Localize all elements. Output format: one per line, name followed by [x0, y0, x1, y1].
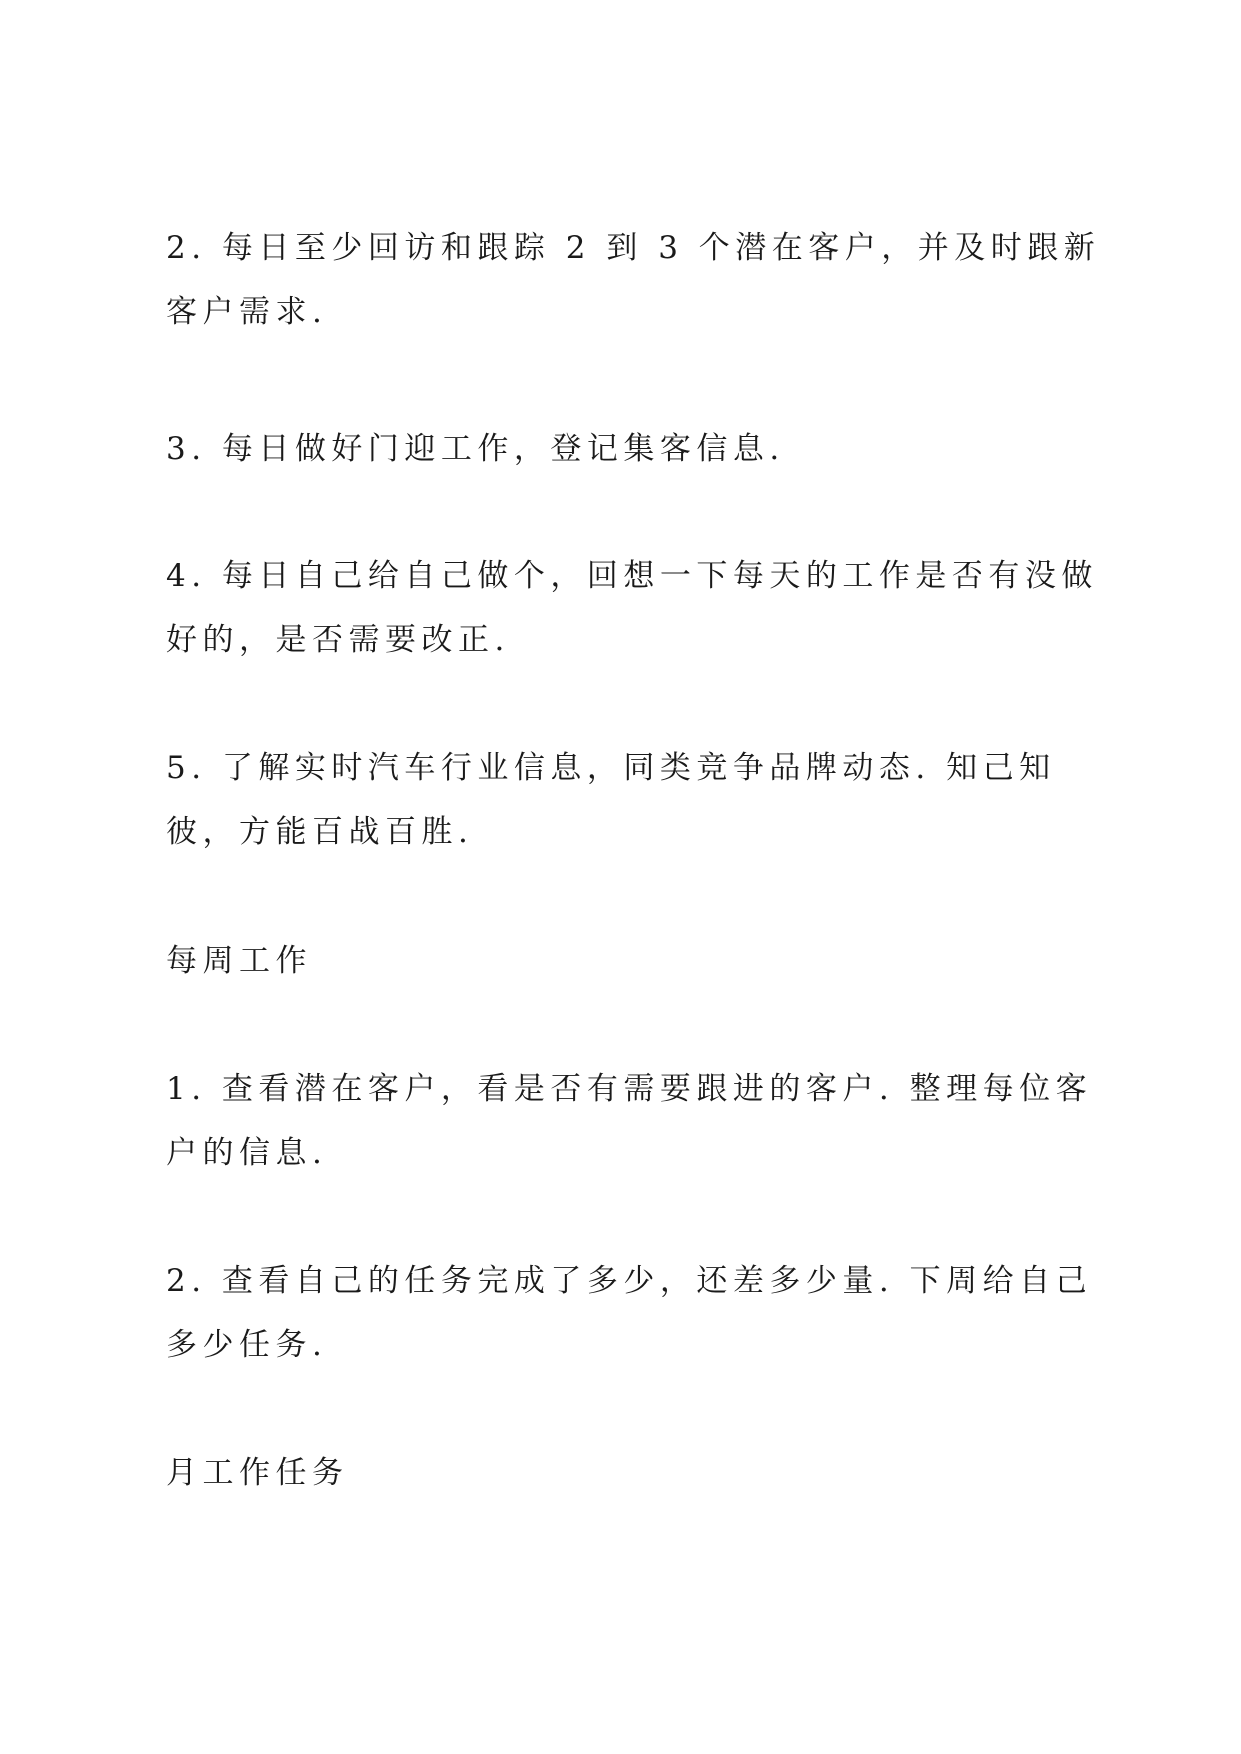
section-heading-weekly: 每周工作	[166, 943, 312, 979]
daily-item-3: 3. 每日做好门迎工作，登记集客信息.	[166, 431, 785, 467]
daily-item-2: 2. 每日至少回访和跟踪 2 到 3 个潜在客户，并及时跟新客户需求.	[166, 230, 1101, 330]
section-heading-monthly: 月工作任务	[166, 1455, 349, 1491]
weekly-item-1: 1. 查看潜在客户，看是否有需要跟进的客户. 整理每位客户的信息.	[166, 1071, 1093, 1171]
daily-item-4: 4. 每日自己给自己做个，回想一下每天的工作是否有没做好的，是否需要改正.	[166, 558, 1098, 658]
weekly-item-2: 2. 查看自己的任务完成了多少，还差多少量. 下周给自己多少任务.	[166, 1263, 1093, 1363]
daily-item-5: 5. 了解实时汽车行业信息，同类竞争品牌动态. 知己知彼，方能百战百胜.	[166, 750, 1056, 850]
